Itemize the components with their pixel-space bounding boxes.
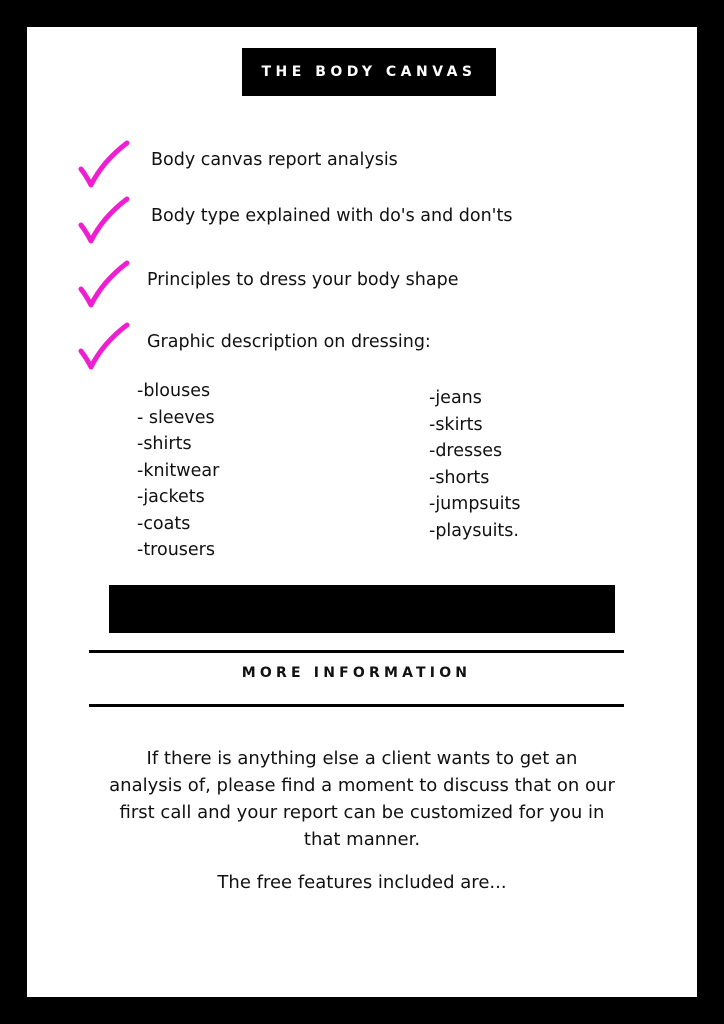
list-item: -coats [137,513,191,534]
list-item: -knitwear [137,460,220,481]
list-item: - sleeves [137,407,215,428]
list-item: -dresses [429,441,503,461]
garment-list-left [137,378,219,564]
checkmark-icon [75,139,131,191]
list-item: -jackets [137,487,205,507]
title-banner [242,48,496,96]
more-information-paragraph: If there is anything else a client wants to get an analysis of, please find a moment to discuss that on our first call and your report can be customized for you in that manner. [109,748,615,850]
list-item: -jeans [429,388,482,408]
page-title: THE BODY CANVAS [261,64,477,80]
checkmark-icon [75,321,131,373]
checklist-item: Body canvas report analysis [151,150,398,170]
free-features-text: The free features included are... [217,872,507,893]
list-item: -shirts [137,434,192,454]
checklist-item: Principles to dress your body shape [147,270,459,290]
garment-list-right [429,385,520,544]
divider-top [89,650,624,653]
list-item: -shorts [429,467,490,488]
checklist-item: Body type explained with do's and don'ts [151,206,513,226]
document-page [27,27,697,997]
list-item: -playsuits. [429,520,519,541]
black-bar [109,585,615,633]
list-item: -skirts [429,414,483,435]
divider-bottom [89,704,624,707]
more-information-heading: MORE INFORMATION [241,665,472,681]
checkmark-icon [75,259,131,311]
list-item: -trousers [137,540,215,560]
checklist-item: Graphic description on dressing: [147,332,431,352]
list-item: -blouses [137,381,211,401]
checkmark-icon [75,195,131,247]
list-item: -jumpsuits [429,494,521,514]
